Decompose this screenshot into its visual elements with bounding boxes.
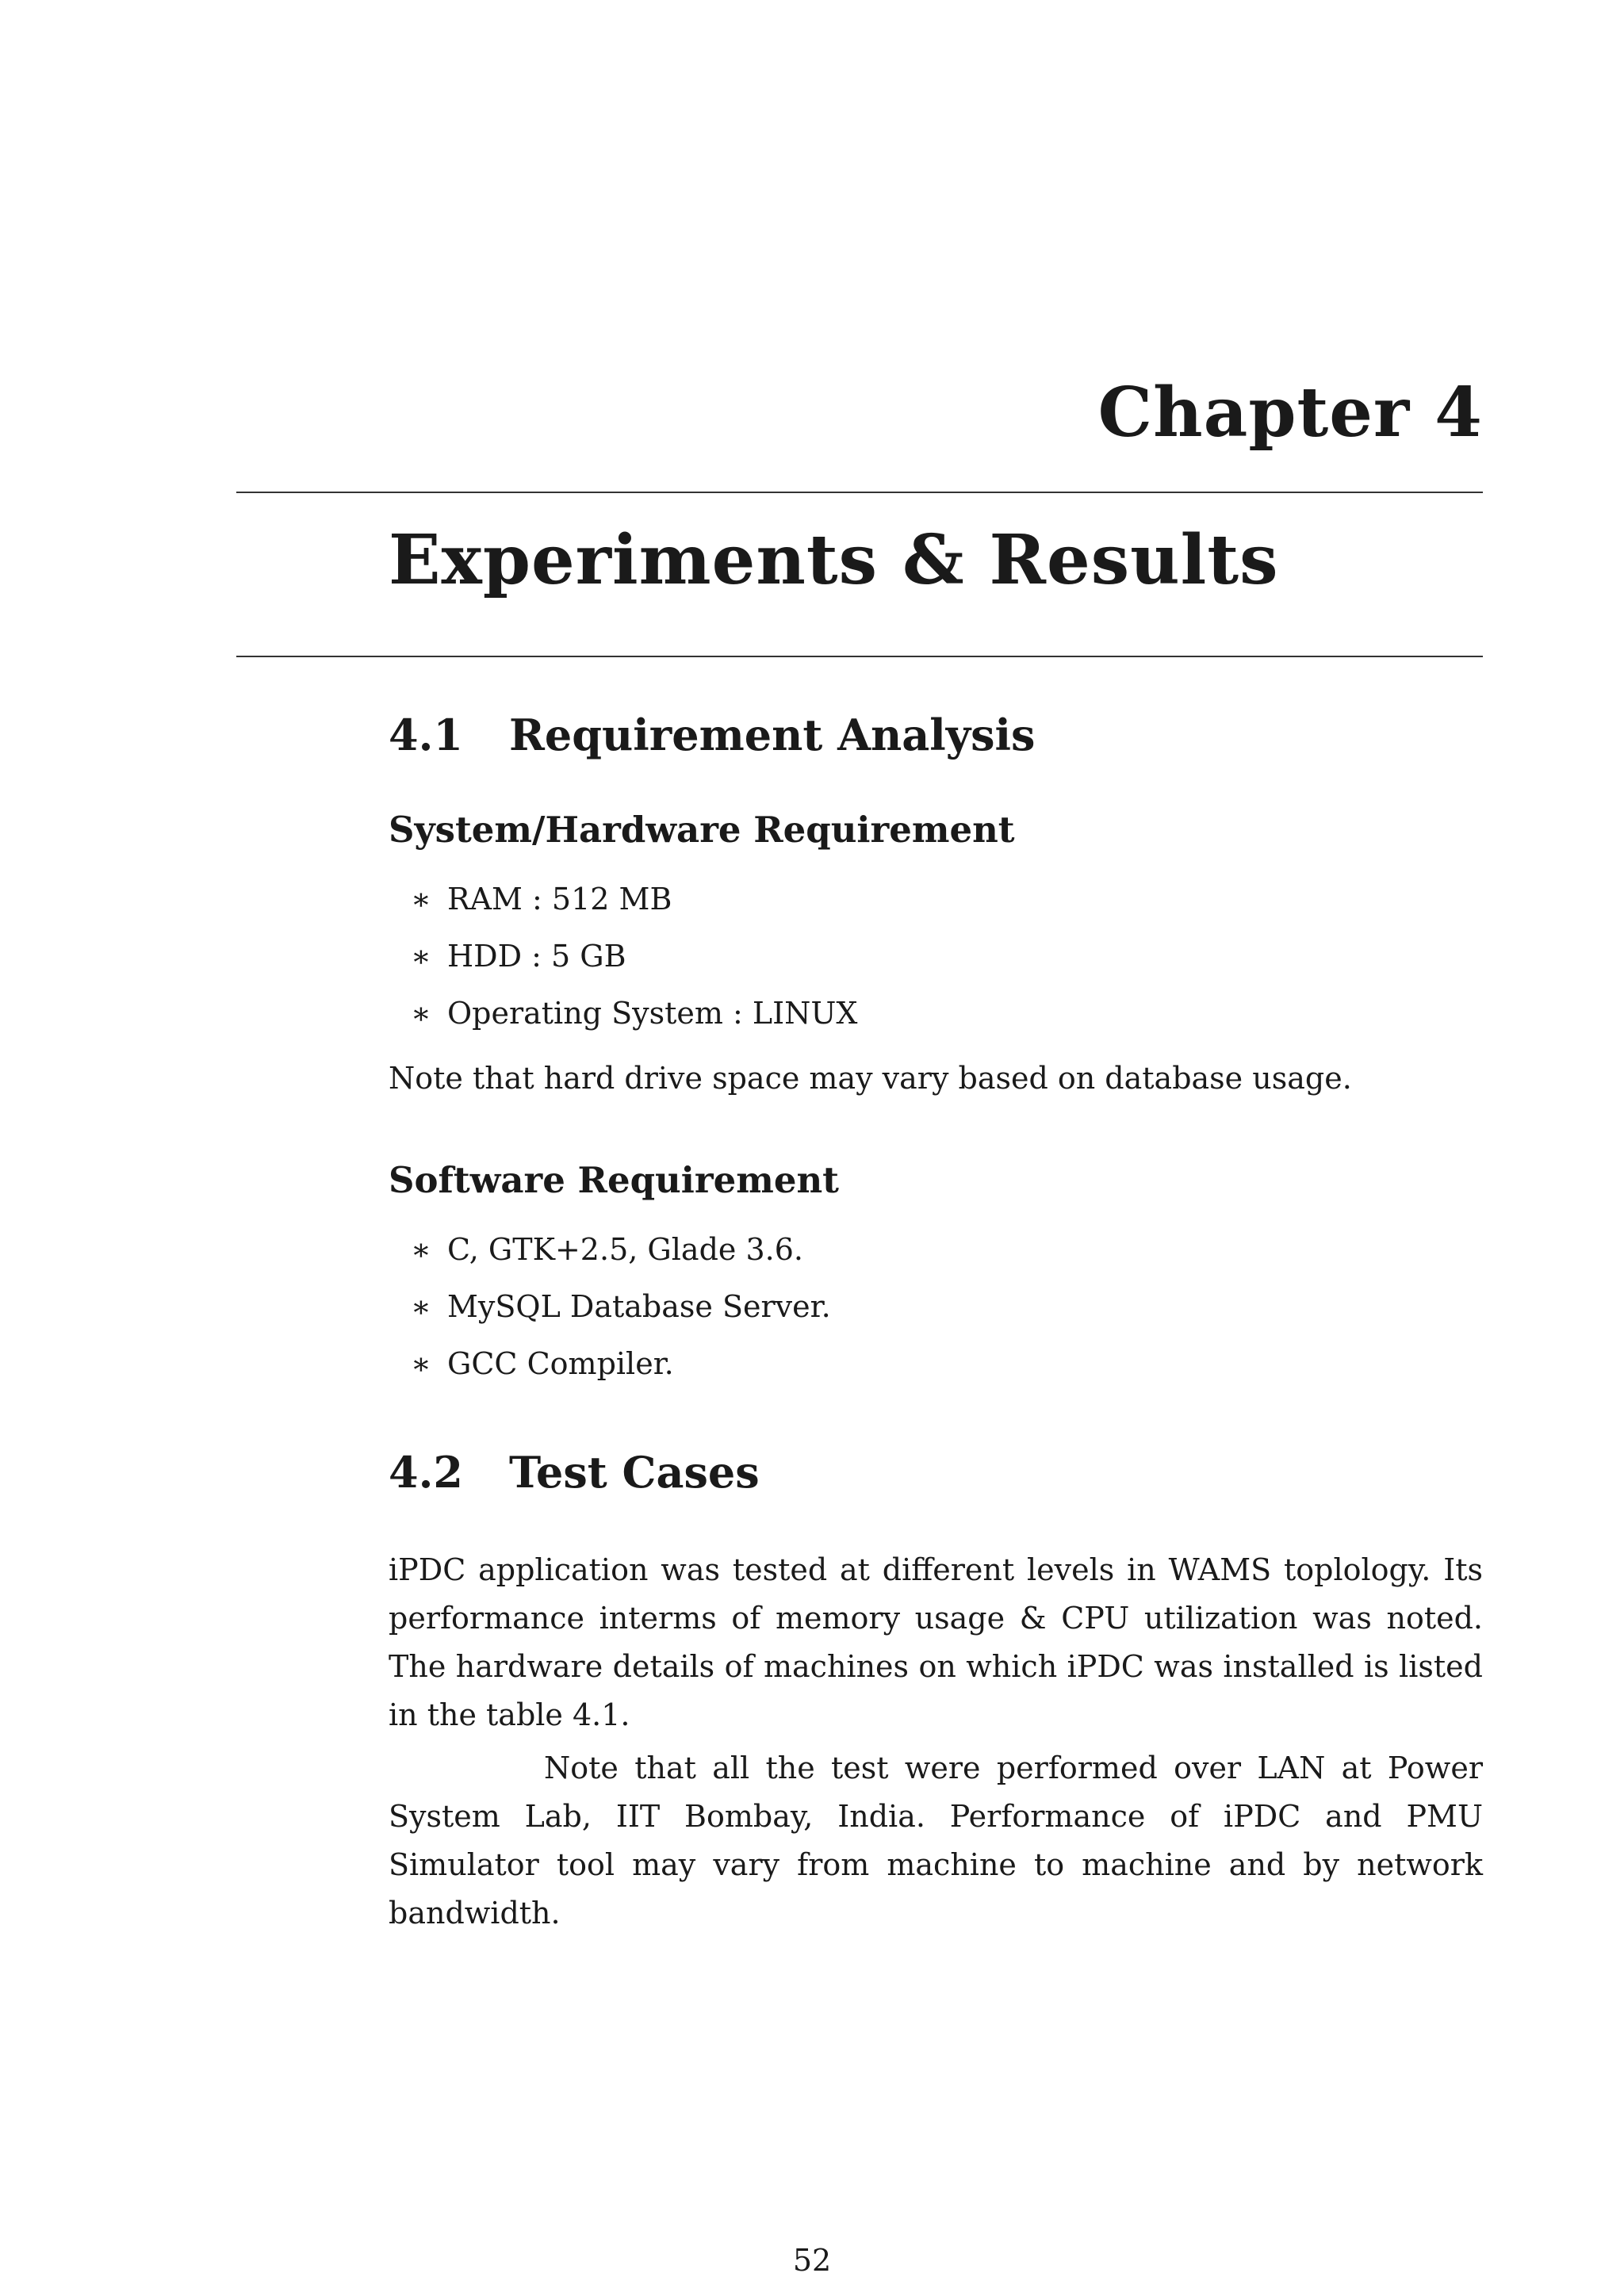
chapter-title: Experiments & Results bbox=[389, 520, 1279, 600]
list-item-text: C, GTK+2.5, Glade 3.6. bbox=[447, 1232, 803, 1267]
list-item bbox=[411, 1221, 831, 1278]
hardware-requirement-list bbox=[411, 871, 857, 1042]
bullet-star-icon: ∗ bbox=[411, 996, 431, 1031]
list-item bbox=[411, 871, 857, 928]
list-item-text: GCC Compiler. bbox=[447, 1346, 674, 1381]
list-item-text: Operating System : LINUX bbox=[447, 996, 858, 1031]
subsection-heading-software: Software Requirement bbox=[389, 1159, 839, 1201]
hardware-note bbox=[389, 1054, 1483, 1103]
bullet-star-icon: ∗ bbox=[411, 1232, 431, 1267]
bullet-star-icon: ∗ bbox=[411, 939, 431, 974]
list-item-text: RAM : 512 MB bbox=[447, 882, 672, 916]
bullet-star-icon: ∗ bbox=[411, 1289, 431, 1324]
list-item bbox=[411, 985, 857, 1042]
page-number: 52 bbox=[792, 2243, 832, 2278]
list-item-text: MySQL Database Server. bbox=[447, 1289, 831, 1324]
section-heading-4-1 bbox=[389, 710, 1036, 760]
list-item bbox=[411, 1335, 831, 1392]
section-title: Requirement Analysis bbox=[509, 710, 1036, 760]
software-requirement-list bbox=[411, 1221, 831, 1392]
section-heading-4-2 bbox=[389, 1447, 760, 1498]
chapter-label: Chapter 4 bbox=[1097, 373, 1483, 453]
section-number: 4.1 bbox=[389, 710, 463, 760]
chapter-rule-top bbox=[236, 492, 1483, 493]
test-cases-body bbox=[389, 1546, 1483, 1938]
list-item-text: HDD : 5 GB bbox=[447, 939, 626, 974]
section-title: Test Cases bbox=[509, 1447, 760, 1498]
chapter-rule-bottom bbox=[236, 656, 1483, 657]
list-item bbox=[411, 928, 857, 985]
section-number: 4.2 bbox=[389, 1447, 463, 1498]
paragraph: Note that hard drive space may vary based on database usage. bbox=[389, 1061, 1352, 1096]
list-item bbox=[411, 1278, 831, 1335]
subsection-heading-hardware: System/Hardware Requirement bbox=[389, 809, 1015, 851]
bullet-star-icon: ∗ bbox=[411, 1346, 431, 1381]
paragraph: iPDC application was tested at different levels in WAMS toplology. Its performance interms of memory usage & CPU utilization was noted. The hardware details of machines on which iPDC was installed is listed in the table 4.1. bbox=[389, 1552, 1483, 1732]
paragraph: Note that all the test were performed over LAN at Power System Lab, IIT Bombay, India. Performance of iPDC and PMU Simulator tool may vary from machine to machine and by network bandwidth. bbox=[389, 1751, 1483, 1931]
bullet-star-icon: ∗ bbox=[411, 882, 431, 916]
